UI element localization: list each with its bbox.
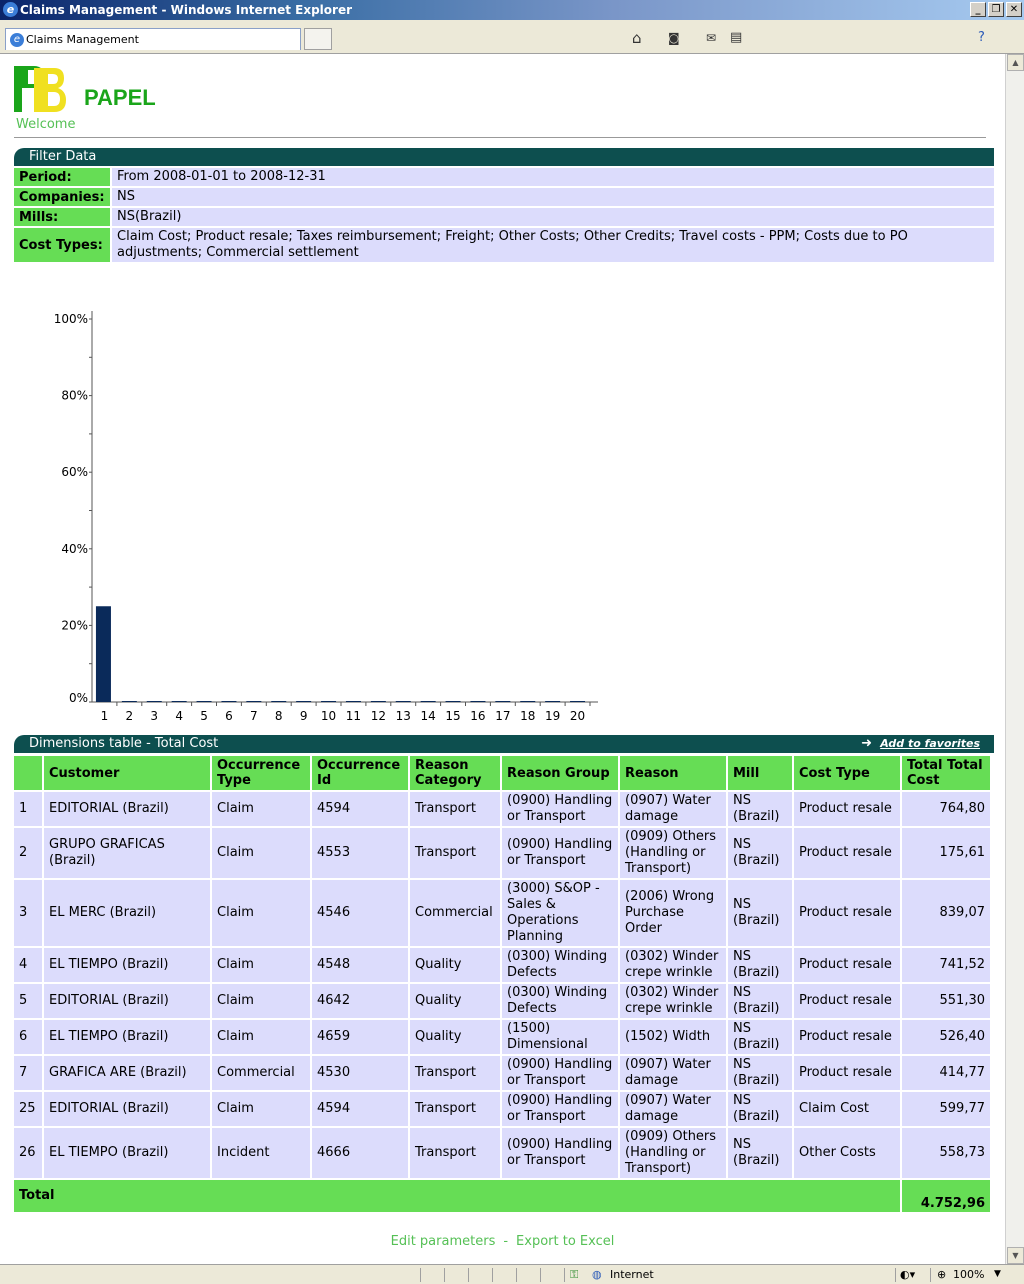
table-row [14,948,990,982]
table-cell: 4594 [312,1092,408,1126]
table-cell: 741,52 [902,948,990,982]
filter-value: From 2008-01-01 to 2008-12-31 [112,168,994,186]
table-cell: 4530 [312,1056,408,1090]
table-cell: GRAFICA ARE (Brazil) [44,1056,210,1090]
x-tick-label: 20 [569,709,586,723]
chart-bar [221,701,236,702]
table-cell: 839,07 [902,880,990,946]
chart-bar [321,701,336,702]
x-tick-label: 2 [125,709,134,723]
chart-bar [346,701,361,702]
table-cell: (0909) Others (Handling or Transport) [620,828,726,878]
y-tick-label: 40% [61,541,88,556]
chart-bar [520,701,535,702]
table-cell: Transport [410,828,500,878]
table-cell: 6 [14,1020,42,1054]
table-cell: (3000) S&OP - Sales & Operations Planning [502,880,618,946]
table-cell: Product resale [794,948,900,982]
table-cell: GRUPO GRAFICAS (Brazil) [44,828,210,878]
table-cell: EL MERC (Brazil) [44,880,210,946]
chart-bar [172,701,187,702]
x-tick-label: 16 [470,709,486,723]
table-cell: 4546 [312,880,408,946]
chart-bar [371,701,386,702]
x-tick-label: 15 [445,709,461,723]
table-cell: (0900) Handling or Transport [502,828,618,878]
table-cell: (1500) Dimensional [502,1020,618,1054]
table-cell: EL TIEMPO (Brazil) [44,948,210,982]
column-header: Customer [44,756,210,790]
zoom-dropdown-icon[interactable]: ▼ [994,1269,1001,1279]
table-cell: (1502) Width [620,1020,726,1054]
table-cell: 558,73 [902,1128,990,1178]
table-cell: Quality [410,1020,500,1054]
table-cell: Product resale [794,880,900,946]
table-cell: 4642 [312,984,408,1018]
filter-header: Filter Data [14,148,994,166]
dimensions-header [14,735,994,753]
table-cell: (0907) Water damage [620,1056,726,1090]
table-cell: NS (Brazil) [728,948,792,982]
table-cell: 4548 [312,948,408,982]
tab-label: Claims Management [26,33,139,46]
table-cell: EDITORIAL (Brazil) [44,792,210,826]
filter-label: Companies: [14,188,110,206]
table-cell: 599,77 [902,1092,990,1126]
footer-links [0,1234,1005,1249]
table-cell: NS (Brazil) [728,880,792,946]
x-tick-label: 12 [370,709,386,723]
table-cell: EL TIEMPO (Brazil) [44,1020,210,1054]
filter-row-cost-types [14,228,994,262]
table-cell: (0907) Water damage [620,792,726,826]
table-cell: (0900) Handling or Transport [502,792,618,826]
x-tick-label: 11 [345,709,362,723]
column-header [14,756,42,790]
table-row [14,1092,990,1126]
edit-parameters-link[interactable]: Edit parameters [390,1234,496,1249]
table-cell: (0300) Winding Defects [502,948,618,982]
column-header: Reason [620,756,726,790]
table-cell: Transport [410,1092,500,1126]
cost-bar-chart [30,309,630,739]
table-cell: Claim [212,828,310,878]
table-cell: Quality [410,948,500,982]
column-header: Total Total Cost [902,756,990,790]
table-cell: 175,61 [902,828,990,878]
table-cell: 4666 [312,1128,408,1178]
x-tick-label: 10 [320,709,337,723]
table-row [14,1128,990,1178]
table-cell: Product resale [794,1056,900,1090]
brand-name: PAPEL [84,85,156,110]
table-cell: Commercial [410,880,500,946]
table-cell: 2 [14,828,42,878]
chart-bar [470,701,485,702]
chart-bar [446,701,461,702]
table-cell: (0900) Handling or Transport [502,1128,618,1178]
table-cell: 26 [14,1128,42,1178]
table-cell: NS (Brazil) [728,1056,792,1090]
browser-tab[interactable] [5,28,301,50]
table-cell: NS (Brazil) [728,1092,792,1126]
filter-row-companies [14,188,994,206]
x-tick-label: 8 [274,709,283,723]
restore-button[interactable]: ❐ [988,2,1004,17]
table-cell: Claim [212,1092,310,1126]
column-header: Mill [728,756,792,790]
globe-icon: ◍ [592,1268,602,1281]
y-tick-label: 0% [68,691,88,705]
table-row [14,828,990,878]
column-header: Reason Group [502,756,618,790]
home-icon[interactable]: ⌂ [632,29,642,47]
footer-separator: - [503,1234,509,1249]
column-header: Reason Category [410,756,500,790]
filter-row-period [14,168,994,186]
column-header: Cost Type [794,756,900,790]
table-row [14,1056,990,1090]
table-cell: 4 [14,948,42,982]
chart-bar [271,701,286,702]
table-cell: EDITORIAL (Brazil) [44,1092,210,1126]
y-tick-label: 100% [53,312,88,326]
chart-bar [545,701,560,702]
table-cell: 4553 [312,828,408,878]
divider [14,137,986,138]
table-row [14,1020,990,1054]
y-tick-label: 20% [61,618,88,633]
x-tick-label: 3 [150,709,159,723]
table-header-row [14,756,990,790]
x-tick-label: 19 [545,709,561,723]
table-cell: 526,40 [902,1020,990,1054]
table-cell: (2006) Wrong Purchase Order [620,880,726,946]
table-cell: 5 [14,984,42,1018]
chart-bar [495,701,510,702]
filter-value: NS [112,188,994,206]
table-cell: EL TIEMPO (Brazil) [44,1128,210,1178]
table-cell: Product resale [794,828,900,878]
chart-bar [296,701,311,702]
table-row [14,792,990,826]
zoom-level[interactable]: 100% [953,1268,985,1281]
table-cell: 25 [14,1092,42,1126]
table-cell: 3 [14,880,42,946]
export-excel-link[interactable]: Export to Excel [516,1234,615,1249]
table-row [14,880,990,946]
chart-bar [147,701,162,702]
table-cell: Other Costs [794,1128,900,1178]
add-to-favorites-link[interactable]: Add to favorites [880,737,980,750]
scroll-up-arrow[interactable]: ▲ [1007,54,1024,71]
x-tick-label: 9 [299,709,308,723]
x-tick-label: 14 [420,709,436,723]
new-tab-button[interactable] [304,28,332,50]
total-label: Total [14,1180,900,1212]
y-tick-label: 60% [61,465,88,480]
protected-mode-icon[interactable]: ◐▾ [900,1268,916,1281]
chart-bar [421,701,436,702]
close-button[interactable]: ✕ [1006,2,1022,17]
table-cell: 414,77 [902,1056,990,1090]
dimensions-title: Dimensions table - Total Cost [29,736,219,751]
filter-value: NS(Brazil) [112,208,994,226]
table-cell: 7 [14,1056,42,1090]
table-cell: Product resale [794,1020,900,1054]
column-header: Occurrence Type [212,756,310,790]
table-cell: Claim [212,1020,310,1054]
help-icon[interactable]: ? [978,30,985,45]
add-favorites-icon[interactable]: ➜ [861,736,872,751]
browser-toolbar [0,20,1024,54]
table-cell: (0909) Others (Handling or Transport) [620,1128,726,1178]
table-cell: (0900) Handling or Transport [502,1092,618,1126]
filter-label: Period: [14,168,110,186]
window-title: Claims Management - Windows Internet Explorer [20,3,353,17]
company-logo [14,66,72,112]
table-cell: (0907) Water damage [620,1092,726,1126]
x-tick-label: 1 [100,709,109,723]
filter-value: Claim Cost; Product resale; Taxes reimbursement; Freight; Other Costs; Other Credits; Travel costs - PPM; Costs due to PO adjustments; Commercial settlement [112,228,994,262]
print-icon[interactable]: ▤ [730,30,743,45]
table-cell: (0302) Winder crepe wrinkle [620,984,726,1018]
table-cell: NS (Brazil) [728,828,792,878]
table-cell: 551,30 [902,984,990,1018]
table-cell: Incident [212,1128,310,1178]
table-cell: Quality [410,984,500,1018]
total-row [14,1180,990,1212]
x-tick-label: 18 [520,709,536,723]
x-tick-label: 6 [225,709,233,723]
minimize-button[interactable]: _ [970,2,986,17]
x-tick-label: 13 [395,709,411,723]
table-cell: (0302) Winder crepe wrinkle [620,948,726,982]
tab-ie-icon: e [10,33,24,47]
table-cell: Claim Cost [794,1092,900,1126]
welcome-text: Welcome [16,117,76,132]
table-cell: (0300) Winding Defects [502,984,618,1018]
table-cell: Claim [212,792,310,826]
table-cell: Product resale [794,792,900,826]
table-row [14,984,990,1018]
table-cell: NS (Brazil) [728,1128,792,1178]
mail-icon[interactable]: ✉ [706,31,717,45]
chart-bar [122,701,137,702]
chart-bar [570,701,585,702]
table-cell: Claim [212,880,310,946]
total-value: 4.752,96 [902,1180,990,1212]
page-content [0,54,1005,1264]
filter-row-mills [14,208,994,226]
table-cell: Transport [410,1128,500,1178]
table-cell: Claim [212,984,310,1018]
filter-label: Cost Types: [14,228,110,262]
table-cell: NS (Brazil) [728,792,792,826]
table-cell: 764,80 [902,792,990,826]
column-header: Occurrence Id [312,756,408,790]
security-icon: ⚿ [570,1268,579,1281]
x-tick-label: 4 [175,709,183,723]
zone-label: Internet [610,1268,654,1281]
chart-bar [246,701,261,702]
vertical-scrollbar[interactable] [1005,54,1024,1264]
scroll-down-arrow[interactable]: ▼ [1007,1247,1024,1264]
feeds-icon[interactable]: ◙ [668,31,680,45]
table-cell: 1 [14,792,42,826]
zoom-icon[interactable]: ⊕ [937,1268,947,1281]
table-cell: 4594 [312,792,408,826]
table-cell: Claim [212,948,310,982]
filter-label: Mills: [14,208,110,226]
dimensions-table [12,754,992,1214]
table-cell: (0900) Handling or Transport [502,1056,618,1090]
chart-bar [396,701,411,702]
table-cell: NS (Brazil) [728,984,792,1018]
chart-bar [197,701,212,702]
status-bar [0,1264,1024,1284]
y-tick-label: 80% [61,388,88,403]
table-cell: NS (Brazil) [728,1020,792,1054]
table-cell: Transport [410,1056,500,1090]
table-cell: Transport [410,792,500,826]
chart-bar [96,606,111,702]
table-cell: EDITORIAL (Brazil) [44,984,210,1018]
table-cell: 4659 [312,1020,408,1054]
x-tick-label: 7 [250,709,258,723]
x-tick-label: 5 [200,709,208,723]
window-titlebar [0,0,1024,20]
table-cell: Product resale [794,984,900,1018]
x-tick-label: 17 [495,709,511,723]
ie-logo-icon: e [3,2,18,17]
table-cell: Commercial [212,1056,310,1090]
